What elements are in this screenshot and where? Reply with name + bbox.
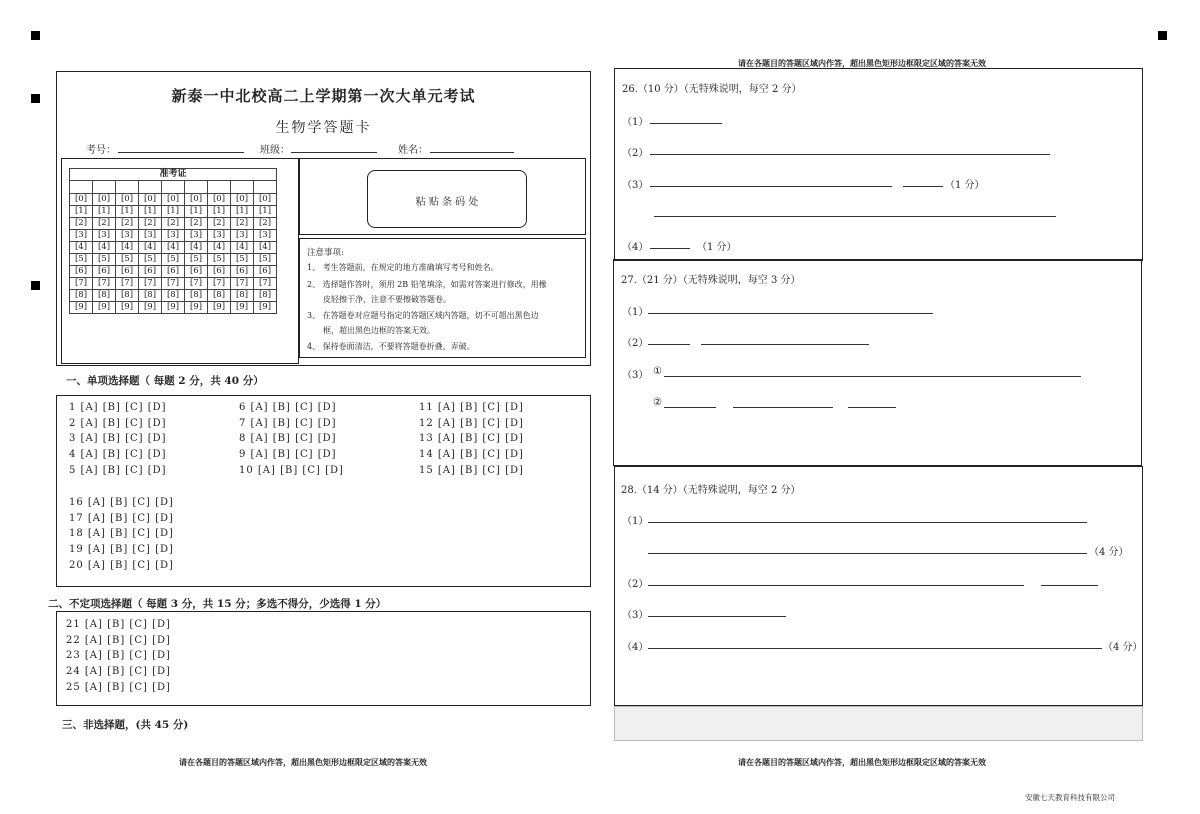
digit-bubble[interactable]: [7] [185, 278, 208, 290]
notes-title: 注意事项: [307, 248, 344, 258]
digit-bubble[interactable]: [7] [254, 278, 277, 290]
digit-bubble[interactable]: [0] [231, 194, 254, 206]
warning-text: 请在各题目的答题区域内作答，超出黑色矩形边框限定区域的答案无效 [738, 757, 986, 767]
digit-bubble[interactable]: [5] [208, 254, 231, 266]
choice-row[interactable]: 23 [A] [B] [C] [D] [66, 650, 171, 662]
digit-bubble[interactable]: [3] [231, 230, 254, 242]
choice-row[interactable]: 12 [A] [B] [C] [D] [419, 417, 524, 429]
digit-bubble[interactable]: [4] [93, 242, 116, 254]
digit-bubble[interactable]: [7] [162, 278, 185, 290]
digit-box[interactable] [162, 181, 185, 194]
digit-bubble[interactable]: [7] [208, 278, 231, 290]
q26-part3: （3） [622, 180, 649, 191]
choice-row[interactable]: 11 [A] [B] [C] [D] [419, 402, 524, 413]
digit-bubble[interactable]: [5] [231, 254, 254, 266]
digit-bubble[interactable]: [7] [70, 278, 93, 290]
note-item: 框，超出黑色边框的答案无效。 [323, 326, 435, 335]
digit-bubble[interactable]: [6] [70, 266, 93, 278]
digit-bubble[interactable]: [9] [162, 302, 185, 314]
choice-row[interactable]: 5 [A] [B] [C] [D] [69, 464, 167, 476]
q27-blank2-marker: ② [653, 397, 662, 408]
exam-no-field[interactable] [118, 152, 244, 153]
digit-bubble[interactable]: [2] [208, 218, 231, 230]
answer-line[interactable] [648, 616, 786, 617]
digit-bubble[interactable]: [3] [254, 230, 277, 242]
choice-row[interactable]: 6 [A] [B] [C] [D] [239, 402, 337, 413]
q28-part4: （4） [622, 642, 649, 653]
digit-bubble[interactable]: [0] [139, 194, 162, 206]
choice-row[interactable]: 20 [A] [B] [C] [D] [69, 559, 174, 571]
digit-bubble[interactable]: [6] [208, 266, 231, 278]
digit-bubble[interactable]: [9] [139, 302, 162, 314]
q26-part2: （2） [622, 148, 649, 159]
answer-line[interactable] [1041, 585, 1098, 586]
choice-row[interactable]: 2 [A] [B] [C] [D] [69, 417, 167, 429]
q28-title: 28.（14 分）（无特殊说明，每空 2 分） [621, 485, 801, 496]
digit-bubble[interactable]: [2] [254, 218, 277, 230]
digit-bubble[interactable]: [1] [254, 206, 277, 218]
answer-line[interactable] [650, 154, 1050, 155]
digit-bubble[interactable]: [5] [139, 254, 162, 266]
digit-bubble[interactable]: [1] [162, 206, 185, 218]
choice-row[interactable]: 22 [A] [B] [C] [D] [66, 634, 171, 646]
digit-bubble[interactable]: [0] [70, 194, 93, 206]
alignment-marker [31, 31, 40, 40]
q26-box [614, 68, 1143, 261]
unused-answer-area [614, 706, 1143, 741]
digit-box[interactable] [93, 181, 116, 194]
digit-bubble[interactable]: [3] [208, 230, 231, 242]
q28-part4-score: （4 分） [1103, 642, 1143, 653]
digit-bubble[interactable]: [4] [231, 242, 254, 254]
exam-title: 新泰一中北校高二上学期第一次大单元考试 [171, 87, 476, 105]
digit-bubble[interactable]: [9] [93, 302, 116, 314]
digit-bubble[interactable]: [9] [208, 302, 231, 314]
digit-bubble[interactable]: [6] [162, 266, 185, 278]
choice-row[interactable]: 19 [A] [B] [C] [D] [69, 544, 174, 556]
q26-part4: （4） [622, 242, 649, 253]
choice-row[interactable]: 4 [A] [B] [C] [D] [69, 449, 167, 461]
q26-part3-score: （1 分） [945, 180, 985, 191]
answer-line[interactable] [654, 216, 1056, 217]
digit-bubble[interactable]: [3] [162, 230, 185, 242]
digit-bubble[interactable]: [4] [254, 242, 277, 254]
digit-bubble[interactable]: [4] [185, 242, 208, 254]
digit-bubble[interactable]: [6] [139, 266, 162, 278]
digit-bubble[interactable]: [1] [139, 206, 162, 218]
choice-row[interactable]: 25 [A] [B] [C] [D] [66, 681, 171, 693]
digit-bubble[interactable]: [2] [93, 218, 116, 230]
q28-part2: （2） [622, 579, 649, 590]
digit-bubble[interactable]: [0] [185, 194, 208, 206]
digit-bubble[interactable]: [4] [116, 242, 139, 254]
digit-bubble[interactable]: [5] [70, 254, 93, 266]
choice-row[interactable]: 13 [A] [B] [C] [D] [419, 433, 524, 445]
q27-part2: （2） [622, 338, 649, 349]
exam-no-label: 考号： [86, 145, 116, 156]
q26-part4-score: （1 分） [697, 242, 737, 253]
digit-bubble[interactable]: [1] [231, 206, 254, 218]
alignment-marker [31, 281, 40, 290]
choice-row[interactable]: 9 [A] [B] [C] [D] [239, 449, 337, 461]
digit-bubble[interactable]: [3] [139, 230, 162, 242]
q27-part1: （1） [622, 307, 649, 318]
digit-box[interactable] [116, 181, 139, 194]
note-item: 3、 在答题卷对应题号指定的答题区域内答题，切不可超出黑色边 [307, 311, 539, 320]
answer-line[interactable] [664, 376, 1081, 377]
digit-bubble[interactable]: [9] [116, 302, 139, 314]
choice-row[interactable]: 15 [A] [B] [C] [D] [419, 464, 524, 476]
digit-bubble[interactable]: [7] [231, 278, 254, 290]
digit-bubble[interactable]: [2] [162, 218, 185, 230]
answer-line[interactable] [648, 585, 1024, 586]
choice-row[interactable]: 17 [A] [B] [C] [D] [69, 512, 174, 524]
choice-row[interactable]: 21 [A] [B] [C] [D] [66, 619, 171, 630]
digit-bubble[interactable]: [2] [185, 218, 208, 230]
digit-bubble[interactable]: [5] [93, 254, 116, 266]
answer-line[interactable] [650, 248, 690, 249]
answer-sheet-subtitle: 生物学答题卡 [275, 120, 372, 136]
digit-bubble[interactable]: [1] [116, 206, 139, 218]
digit-bubble[interactable]: [3] [93, 230, 116, 242]
choice-row[interactable]: 1 [A] [B] [C] [D] [69, 402, 167, 413]
digit-bubble[interactable]: [8] [208, 290, 231, 302]
digit-bubble[interactable]: [3] [70, 230, 93, 242]
choice-row[interactable]: 24 [A] [B] [C] [D] [66, 666, 171, 678]
digit-box[interactable] [185, 181, 208, 194]
digit-box[interactable] [254, 181, 277, 194]
class-field[interactable] [291, 152, 377, 153]
section1-title: 一、单项选择题（ 每题 2 分，共 40 分） [66, 375, 264, 387]
class-label: 班级： [260, 145, 290, 156]
choice-row[interactable]: 18 [A] [B] [C] [D] [69, 528, 174, 540]
digit-bubble[interactable]: [7] [93, 278, 116, 290]
digit-box[interactable] [70, 181, 93, 194]
digit-bubble[interactable]: [3] [116, 230, 139, 242]
digit-bubble[interactable]: [6] [93, 266, 116, 278]
digit-bubble[interactable]: [0] [93, 194, 116, 206]
digit-bubble[interactable]: [1] [70, 206, 93, 218]
answer-line[interactable] [648, 313, 933, 314]
q27-blank1-marker: ① [653, 366, 662, 377]
answer-line[interactable] [664, 407, 716, 408]
alignment-marker [1158, 31, 1167, 40]
answer-line[interactable] [650, 123, 722, 124]
digit-bubble[interactable]: [0] [254, 194, 277, 206]
digit-bubble[interactable]: [6] [116, 266, 139, 278]
q27-box [613, 259, 1142, 466]
digit-bubble[interactable]: [7] [116, 278, 139, 290]
name-label: 姓名： [398, 145, 428, 156]
digit-bubble[interactable]: [1] [93, 206, 116, 218]
digit-bubble[interactable]: [2] [139, 218, 162, 230]
company-name: 安徽七天教育科技有限公司 [1025, 793, 1115, 802]
answer-line[interactable] [650, 186, 892, 187]
digit-bubble[interactable]: [1] [185, 206, 208, 218]
choice-row[interactable]: 16 [A] [B] [C] [D] [69, 497, 174, 508]
digit-bubble[interactable]: [2] [231, 218, 254, 230]
digit-bubble[interactable]: [0] [116, 194, 139, 206]
digit-bubble[interactable]: [1] [208, 206, 231, 218]
digit-bubble[interactable]: [5] [116, 254, 139, 266]
answer-line[interactable] [648, 522, 1087, 523]
choice-row[interactable]: 8 [A] [B] [C] [D] [239, 433, 337, 445]
digit-bubble[interactable]: [9] [70, 302, 93, 314]
admission-label: 准考证 [70, 169, 277, 181]
digit-bubble[interactable]: [4] [162, 242, 185, 254]
choice-row[interactable]: 3 [A] [B] [C] [D] [69, 433, 167, 445]
digit-bubble[interactable]: [4] [70, 242, 93, 254]
digit-bubble[interactable]: [9] [185, 302, 208, 314]
q27-part3: （3） [622, 370, 649, 381]
digit-bubble[interactable]: [8] [185, 290, 208, 302]
digit-bubble[interactable]: [6] [231, 266, 254, 278]
digit-bubble[interactable]: [0] [208, 194, 231, 206]
admission-grid [69, 168, 277, 314]
choice-row[interactable]: 7 [A] [B] [C] [D] [239, 417, 337, 429]
section2-title: 二、不定项选择题（ 每题 3 分，共 15 分；多选不得分，少选得 1 分） [48, 598, 387, 610]
answer-line[interactable] [848, 407, 896, 408]
digit-bubble[interactable]: [6] [185, 266, 208, 278]
digit-bubble[interactable]: [5] [254, 254, 277, 266]
digit-bubble[interactable]: [9] [254, 302, 277, 314]
q28-part3: （3） [622, 610, 649, 621]
barcode-label: 粘 贴 条 码 处 [415, 197, 479, 208]
digit-bubble[interactable]: [8] [70, 290, 93, 302]
digit-bubble[interactable]: [0] [162, 194, 185, 206]
digit-bubble[interactable]: [4] [139, 242, 162, 254]
digit-box[interactable] [231, 181, 254, 194]
choice-row[interactable]: 14 [A] [B] [C] [D] [419, 449, 524, 461]
answer-line[interactable] [733, 407, 833, 408]
answer-line[interactable] [648, 344, 690, 345]
digit-bubble[interactable]: [8] [116, 290, 139, 302]
digit-bubble[interactable]: [8] [162, 290, 185, 302]
answer-line[interactable] [701, 344, 869, 345]
choice-row[interactable]: 10 [A] [B] [C] [D] [239, 464, 344, 476]
digit-bubble[interactable]: [6] [254, 266, 277, 278]
q28-part1: （1） [622, 516, 649, 527]
digit-bubble[interactable]: [2] [116, 218, 139, 230]
digit-bubble[interactable]: [5] [162, 254, 185, 266]
digit-bubble[interactable]: [8] [93, 290, 116, 302]
note-item: 皮轻擦干净，注意不要擦破答题卷。 [323, 295, 451, 304]
warning-text: 请在各题目的答题区域内作答，超出黑色矩形边框限定区域的答案无效 [738, 58, 986, 68]
digit-bubble[interactable]: [2] [70, 218, 93, 230]
digit-bubble[interactable]: [3] [185, 230, 208, 242]
answer-line[interactable] [648, 553, 1087, 554]
digit-box[interactable] [139, 181, 162, 194]
digit-bubble[interactable]: [8] [231, 290, 254, 302]
q28-box [614, 466, 1143, 706]
digit-bubble[interactable]: [4] [208, 242, 231, 254]
name-field[interactable] [430, 152, 514, 153]
answer-line[interactable] [903, 186, 943, 187]
note-item: 2、 选择题作答时，须用 2B 铅笔填涂，如需对答案进行修改，用橡 [307, 280, 547, 289]
warning-text: 请在各题目的答题区域内作答，超出黑色矩形边框限定区域的答案无效 [179, 757, 427, 767]
q26-title: 26.（10 分）（无特殊说明，每空 2 分） [622, 84, 802, 95]
digit-bubble[interactable]: [9] [231, 302, 254, 314]
q28-part1-score: （4 分） [1089, 547, 1129, 558]
digit-bubble[interactable]: [5] [185, 254, 208, 266]
digit-bubble[interactable]: [8] [254, 290, 277, 302]
digit-bubble[interactable]: [7] [139, 278, 162, 290]
note-item: 1、 考生答题前，在规定的地方准确填写考号和姓名。 [307, 263, 499, 272]
note-item: 4、 保持卷面清洁，不要将答题卷折叠，弄破。 [307, 342, 475, 351]
section3-title: 三、非选择题，(共 45 分) [62, 719, 189, 731]
q26-part1: （1） [622, 117, 649, 128]
answer-line[interactable] [648, 648, 1102, 649]
digit-bubble[interactable]: [8] [139, 290, 162, 302]
q27-title: 27.（21 分）（无特殊说明，每空 3 分） [621, 275, 801, 286]
digit-box[interactable] [208, 181, 231, 194]
